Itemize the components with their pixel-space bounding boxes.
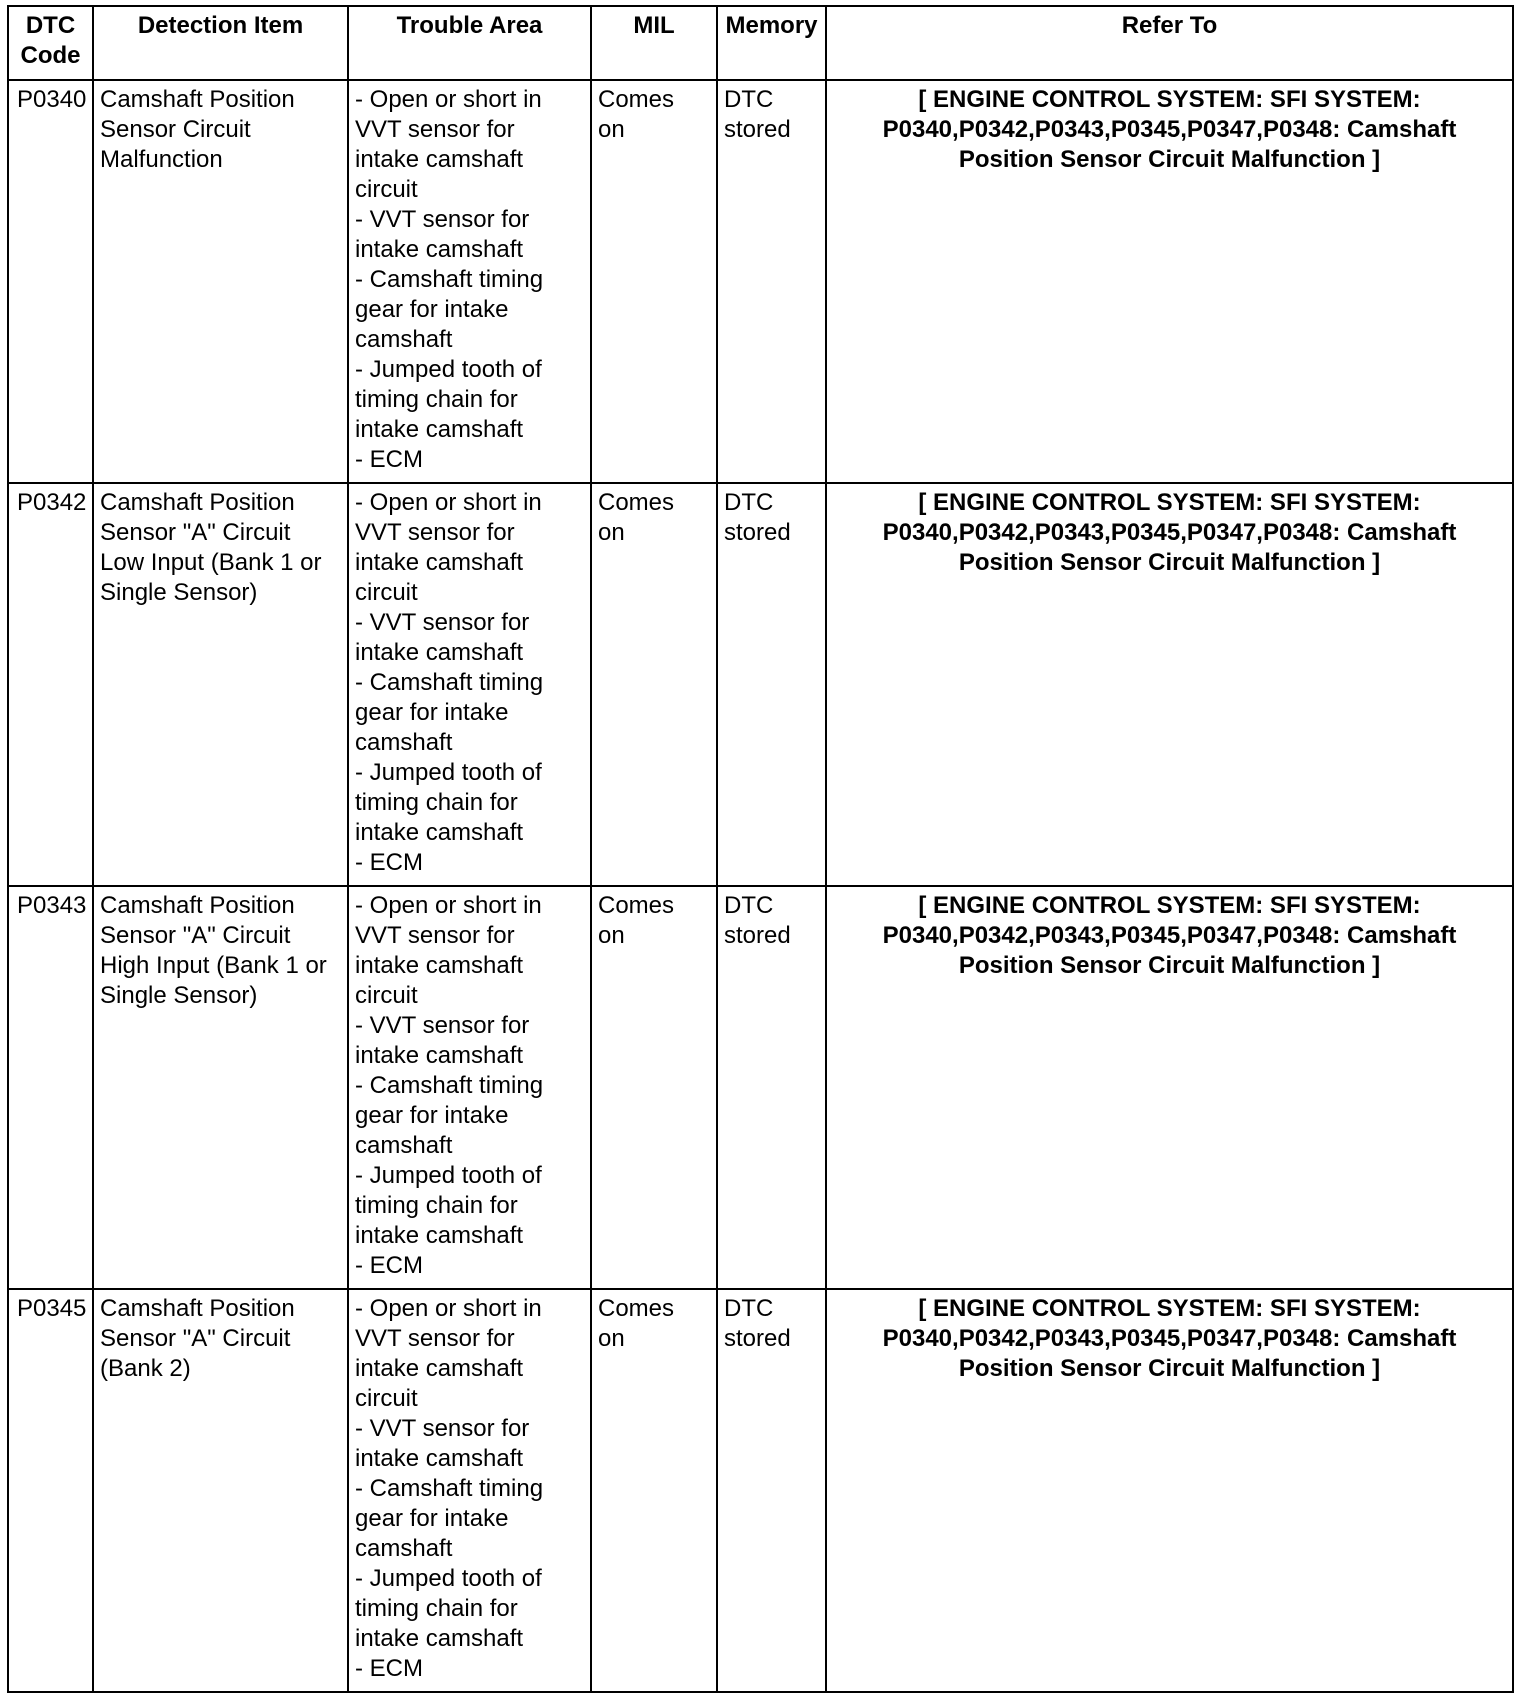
trouble-area-cell — [348, 886, 591, 1289]
mil-line: Comes — [598, 892, 675, 919]
trouble-area-line: circuit — [355, 579, 418, 606]
trouble-area-line: circuit — [355, 176, 418, 203]
mil-cell — [591, 80, 717, 483]
mil-line: on — [598, 519, 625, 546]
memory-cell — [717, 886, 826, 1289]
trouble-area-line: VVT sensor for — [355, 1325, 515, 1352]
detection-item-cell — [93, 886, 348, 1289]
trouble-area-line: gear for intake — [355, 1505, 509, 1532]
detection-item-line: Sensor Circuit — [100, 116, 251, 143]
refer-to-line: Position Sensor Circuit Malfunction ] — [958, 146, 1381, 173]
mil-line: on — [598, 116, 625, 143]
trouble-area-line: - Jumped tooth of — [355, 759, 542, 786]
memory-line: stored — [724, 1325, 791, 1352]
header-refer-to: Refer To — [826, 6, 1513, 80]
table-row — [8, 80, 1513, 483]
trouble-area-line: gear for intake — [355, 1102, 509, 1129]
trouble-area-line: - Camshaft timing — [355, 1072, 544, 1099]
refer-to-line: P0340,P0342,P0343,P0345,P0347,P0348: Camshaft — [882, 922, 1457, 949]
trouble-area-line: gear for intake — [355, 296, 509, 323]
refer-to-line: Position Sensor Circuit Malfunction ] — [958, 952, 1381, 979]
trouble-area-line: - Jumped tooth of — [355, 356, 542, 383]
trouble-area-line: camshaft — [355, 729, 453, 756]
refer-to-line: P0340,P0342,P0343,P0345,P0347,P0348: Camshaft — [882, 1325, 1457, 1352]
mil-cell — [591, 483, 717, 886]
table-row — [8, 483, 1513, 886]
trouble-area-cell — [348, 1289, 591, 1692]
dtc-code-cell: P0345 — [8, 1289, 93, 1692]
trouble-area-cell — [348, 483, 591, 886]
trouble-area-line: - Jumped tooth of — [355, 1565, 542, 1592]
trouble-area-cell — [348, 80, 591, 483]
trouble-area-line: intake camshaft — [355, 236, 524, 263]
trouble-area-line: - VVT sensor for — [355, 609, 530, 636]
dtc-table — [7, 5, 1514, 1693]
trouble-area-line: intake camshaft — [355, 146, 524, 173]
refer-to-line: P0340,P0342,P0343,P0345,P0347,P0348: Camshaft — [882, 519, 1457, 546]
trouble-area-line: - VVT sensor for — [355, 1012, 530, 1039]
trouble-area-line: - ECM — [355, 1655, 423, 1682]
trouble-area-line: - VVT sensor for — [355, 1415, 530, 1442]
header-row — [8, 6, 1513, 80]
trouble-area-line: - Camshaft timing — [355, 266, 544, 293]
mil-cell — [591, 1289, 717, 1692]
detection-item-line: High Input (Bank 1 or — [100, 952, 327, 979]
memory-line: DTC — [724, 892, 774, 919]
trouble-area-line: - Camshaft timing — [355, 669, 544, 696]
memory-cell — [717, 483, 826, 886]
header-trouble-area: Trouble Area — [348, 6, 591, 80]
mil-line: on — [598, 922, 625, 949]
trouble-area-line: - Open or short in — [355, 892, 542, 919]
refer-to-line: P0340,P0342,P0343,P0345,P0347,P0348: Camshaft — [882, 116, 1457, 143]
trouble-area-line: VVT sensor for — [355, 116, 515, 143]
detection-item-line: Malfunction — [100, 146, 223, 173]
header-dtc-code-line: Code — [20, 42, 81, 69]
trouble-area-line: intake camshaft — [355, 819, 524, 846]
table-row — [8, 1289, 1513, 1692]
memory-cell — [717, 1289, 826, 1692]
dtc-code-cell: P0340 — [8, 80, 93, 483]
trouble-area-line: intake camshaft — [355, 1355, 524, 1382]
detection-item-line: Camshaft Position — [100, 86, 295, 113]
trouble-area-line: - ECM — [355, 1252, 423, 1279]
detection-item-line: Single Sensor) — [100, 579, 258, 606]
trouble-area-line: circuit — [355, 1385, 418, 1412]
mil-line: Comes — [598, 86, 675, 113]
dtc-code-cell: P0343 — [8, 886, 93, 1289]
trouble-area-line: camshaft — [355, 326, 453, 353]
memory-line: stored — [724, 116, 791, 143]
trouble-area-line: timing chain for — [355, 789, 518, 816]
refer-to-line: Position Sensor Circuit Malfunction ] — [958, 549, 1381, 576]
header-dtc-code-line: DTC — [25, 12, 76, 39]
memory-line: stored — [724, 922, 791, 949]
trouble-area-line: - VVT sensor for — [355, 206, 530, 233]
table-body — [8, 80, 1513, 1692]
refer-to-cell — [826, 886, 1513, 1289]
refer-to-line: Position Sensor Circuit Malfunction ] — [958, 1355, 1381, 1382]
trouble-area-line: intake camshaft — [355, 1222, 524, 1249]
trouble-area-line: - Open or short in — [355, 86, 542, 113]
trouble-area-line: timing chain for — [355, 1595, 518, 1622]
trouble-area-line: camshaft — [355, 1132, 453, 1159]
refer-to-cell — [826, 80, 1513, 483]
memory-line: DTC — [724, 1295, 774, 1322]
trouble-area-line: - Open or short in — [355, 1295, 542, 1322]
mil-cell — [591, 886, 717, 1289]
trouble-area-line: - Jumped tooth of — [355, 1162, 542, 1189]
memory-line: DTC — [724, 489, 774, 516]
trouble-area-line: circuit — [355, 982, 418, 1009]
trouble-area-line: timing chain for — [355, 386, 518, 413]
header-memory: Memory — [717, 6, 826, 80]
trouble-area-line: intake camshaft — [355, 1042, 524, 1069]
trouble-area-line: - Open or short in — [355, 489, 542, 516]
detection-item-line: Sensor "A" Circuit — [100, 1325, 291, 1352]
trouble-area-line: intake camshaft — [355, 639, 524, 666]
memory-line: stored — [724, 519, 791, 546]
trouble-area-line: - ECM — [355, 849, 423, 876]
detection-item-cell — [93, 80, 348, 483]
trouble-area-line: intake camshaft — [355, 952, 524, 979]
detection-item-line: Single Sensor) — [100, 982, 258, 1009]
dtc-code-cell: P0342 — [8, 483, 93, 886]
mil-line: Comes — [598, 489, 675, 516]
refer-to-line: [ ENGINE CONTROL SYSTEM: SFI SYSTEM: — [918, 892, 1421, 919]
trouble-area-line: intake camshaft — [355, 1625, 524, 1652]
memory-line: DTC — [724, 86, 774, 113]
detection-item-line: Sensor "A" Circuit — [100, 519, 291, 546]
header-detection-item: Detection Item — [93, 6, 348, 80]
refer-to-line: [ ENGINE CONTROL SYSTEM: SFI SYSTEM: — [918, 1295, 1421, 1322]
detection-item-line: Camshaft Position — [100, 892, 295, 919]
detection-item-cell — [93, 483, 348, 886]
refer-to-cell — [826, 483, 1513, 886]
detection-item-cell — [93, 1289, 348, 1692]
header-dtc-code — [8, 6, 93, 80]
memory-cell — [717, 80, 826, 483]
trouble-area-line: camshaft — [355, 1535, 453, 1562]
trouble-area-line: - Camshaft timing — [355, 1475, 544, 1502]
trouble-area-line: gear for intake — [355, 699, 509, 726]
detection-item-line: Camshaft Position — [100, 1295, 295, 1322]
trouble-area-line: intake camshaft — [355, 549, 524, 576]
refer-to-cell — [826, 1289, 1513, 1692]
trouble-area-line: - ECM — [355, 446, 423, 473]
trouble-area-line: intake camshaft — [355, 416, 524, 443]
detection-item-line: Low Input (Bank 1 or — [100, 549, 322, 576]
detection-item-line: Sensor "A" Circuit — [100, 922, 291, 949]
detection-item-line: (Bank 2) — [100, 1355, 191, 1382]
refer-to-line: [ ENGINE CONTROL SYSTEM: SFI SYSTEM: — [918, 86, 1421, 113]
mil-line: Comes — [598, 1295, 675, 1322]
detection-item-line: Camshaft Position — [100, 489, 295, 516]
header-mil: MIL — [591, 6, 717, 80]
refer-to-line: [ ENGINE CONTROL SYSTEM: SFI SYSTEM: — [918, 489, 1421, 516]
trouble-area-line: intake camshaft — [355, 1445, 524, 1472]
trouble-area-line: timing chain for — [355, 1192, 518, 1219]
trouble-area-line: VVT sensor for — [355, 519, 515, 546]
trouble-area-line: VVT sensor for — [355, 922, 515, 949]
mil-line: on — [598, 1325, 625, 1352]
table-row — [8, 886, 1513, 1289]
